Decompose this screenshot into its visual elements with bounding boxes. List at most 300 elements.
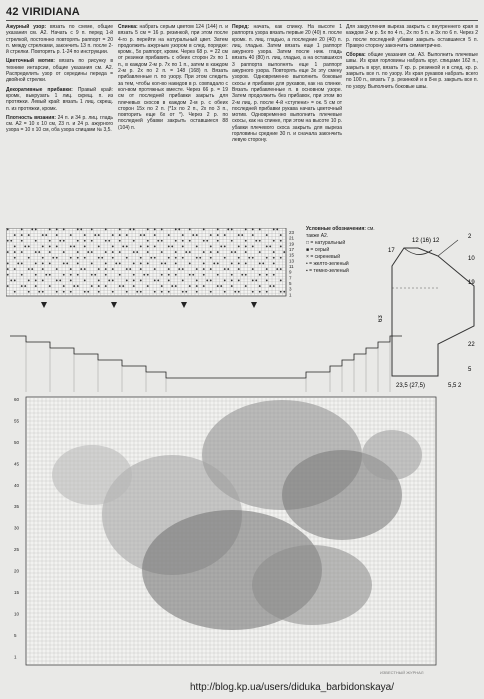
yarn-over-mark	[14, 280, 16, 282]
yarn-over-mark	[147, 240, 149, 242]
yarn-over-mark	[196, 257, 198, 259]
yarn-over-mark	[140, 280, 142, 282]
yarn-over-mark	[262, 263, 264, 265]
front-title: Перед:	[232, 24, 250, 30]
yarn-over-mark	[231, 274, 233, 276]
yarn-over-mark	[196, 280, 198, 282]
yarn-over-mark	[42, 246, 44, 248]
yarn-over-mark	[143, 274, 145, 276]
yarn-over-mark	[24, 285, 26, 287]
yarn-over-mark	[52, 257, 54, 259]
yarn-over-mark	[126, 234, 128, 236]
yarn-over-mark	[77, 240, 79, 242]
yarn-over-mark	[56, 257, 58, 259]
yarn-over-mark	[245, 285, 247, 287]
legend-symbol: •	[306, 261, 308, 267]
yarn-over-mark	[133, 263, 135, 265]
row-number: 40	[14, 482, 20, 488]
row-number: 55	[14, 418, 20, 424]
yarn-over-mark	[42, 268, 44, 270]
legend-symbol: ▪	[306, 268, 308, 274]
yarn-over-mark	[199, 257, 201, 259]
yarn-over-mark	[164, 263, 166, 265]
yarn-over-mark	[203, 229, 205, 231]
arrow-marker	[111, 302, 117, 308]
yarn-over-mark	[157, 280, 159, 282]
yarn-over-mark	[210, 246, 212, 248]
yarn-over-mark	[273, 285, 275, 287]
yarn-over-mark	[175, 263, 177, 265]
yarn-over-mark	[154, 234, 156, 236]
yarn-over-mark	[168, 291, 170, 293]
yarn-over-mark	[259, 240, 261, 242]
row-label: 3	[289, 286, 292, 292]
yarn-over-mark	[210, 291, 212, 293]
front-text: начать, как спинку. На высоте 1 раппорта узора вязать первые 20 (40) п. после кромк. п. лиц. гладью, а последние 20 (40) п. лиц. гладью. Затем вязать еще 1 раппорт ажурного узора. Затем после ниж. гладь вязать 40 (80) п. лиц. гладью, а на оставшихся 3 раппорта выполнять еще 1 раппорт ажурного узора. Повторять еще 3х эту смену узоров. Одновременно выполнить боковые скосы и прибавки для рукавов, как на спинке. Вязать прибавленные п. в основном узоре. Затем продолжить без прибавок, при этом во 2-м лиц. р. после 4-й «ступени» = ок. 5 см от последней прибавки рукава начать цветочный мотив. Одновременно выполнить плечевые скосы, как на спинке, при этом на высоте 10 р. убавки плечевого скоса закрыть для выреза горловины средние 30 п. и сначала закончить левую сторону.	[232, 24, 342, 144]
yarn-over-mark	[115, 263, 117, 265]
yarn-over-mark	[56, 291, 58, 293]
yarn-over-mark	[70, 291, 72, 293]
yarn-over-mark	[196, 234, 198, 236]
yarn-over-mark	[98, 257, 100, 259]
yarn-over-mark	[112, 246, 114, 248]
yarn-over-mark	[231, 280, 233, 282]
text-column-3	[232, 24, 342, 147]
yarn-over-mark	[252, 234, 254, 236]
yarn-over-mark	[77, 229, 79, 231]
yarn-over-mark	[35, 240, 37, 242]
yarn-over-mark	[189, 240, 191, 242]
yarn-over-mark	[56, 234, 58, 236]
front-paragraph	[232, 24, 342, 144]
yarn-over-mark	[147, 229, 149, 231]
yarn-over-mark	[217, 240, 219, 242]
yarn-over-mark	[175, 229, 177, 231]
flower-shape	[52, 445, 132, 505]
yarn-over-mark	[175, 274, 177, 276]
yarn-over-mark	[49, 246, 51, 248]
yarn-over-mark	[91, 263, 93, 265]
yarn-over-mark	[150, 257, 152, 259]
yarn-over-mark	[94, 234, 96, 236]
yarn-over-mark	[108, 240, 110, 242]
yarn-over-mark	[140, 257, 142, 259]
yarn-over-mark	[63, 263, 65, 265]
row-number: 5	[14, 632, 17, 638]
yarn-over-mark	[196, 268, 198, 270]
yarn-over-mark	[63, 229, 65, 231]
assembly-paragraph	[346, 52, 478, 90]
schematic-right-2: 10	[468, 256, 475, 262]
yarn-over-mark	[35, 251, 37, 253]
yarn-over-mark	[56, 229, 58, 231]
row-number: 30	[14, 525, 20, 531]
yarn-over-mark	[119, 274, 121, 276]
legend-label: = сиреневый	[310, 254, 341, 260]
yarn-over-mark	[231, 285, 233, 287]
yarn-over-mark	[168, 274, 170, 276]
yarn-over-mark	[269, 246, 271, 248]
yarn-over-mark	[168, 280, 170, 282]
yarn-over-mark	[126, 257, 128, 259]
yarn-over-mark	[31, 229, 33, 231]
yarn-over-mark	[241, 234, 243, 236]
legend-label: = темно-зеленый	[309, 268, 349, 274]
openwork-pattern-paragraph	[6, 24, 113, 55]
yarn-over-mark	[80, 268, 82, 270]
yarn-over-mark	[24, 246, 26, 248]
arrow-marker	[251, 302, 257, 308]
yarn-over-mark	[56, 280, 58, 282]
yarn-over-mark	[280, 257, 282, 259]
yarn-over-mark	[119, 263, 121, 265]
yarn-over-mark	[206, 240, 208, 242]
yarn-over-mark	[224, 268, 226, 270]
yarn-over-mark	[140, 234, 142, 236]
yarn-over-mark	[245, 229, 247, 231]
yarn-over-mark	[245, 240, 247, 242]
neckline-text: Для закругления выреза закрыть с внутреннего края в каждом 2-м р. 5х по 4 п., 2х по 5 п. и 3х по 6 п. Через 2 р. после последней убавки закрыть оставшиеся 5 п. Правую сторону закончить симметрично.	[346, 24, 478, 49]
yarn-over-mark	[98, 268, 100, 270]
yarn-over-mark	[252, 280, 254, 282]
yarn-over-mark	[133, 229, 135, 231]
schematic-bottom-right: 5,5 2	[448, 383, 462, 389]
yarn-over-mark	[28, 291, 30, 293]
yarn-over-mark	[196, 291, 198, 293]
yarn-over-mark	[259, 291, 261, 293]
yarn-over-mark	[63, 285, 65, 287]
yarn-over-mark	[42, 280, 44, 282]
yarn-over-mark	[66, 263, 68, 265]
yarn-over-mark	[273, 229, 275, 231]
schematic-top-left: 17	[388, 248, 395, 254]
decorative-increases-paragraph	[6, 87, 113, 112]
legend-title-suffix: см. также А2.	[306, 226, 375, 239]
legend-label: = серый	[310, 247, 330, 253]
yarn-over-mark	[182, 257, 184, 259]
yarn-over-mark	[238, 280, 240, 282]
yarn-over-mark	[192, 274, 194, 276]
yarn-over-mark	[231, 229, 233, 231]
schematic-bottom-width: 23,5 (27,5)	[396, 383, 426, 389]
yarn-over-mark	[140, 268, 142, 270]
yarn-over-mark	[238, 291, 240, 293]
row-label: 23	[289, 230, 295, 235]
yarn-over-mark	[14, 268, 16, 270]
yarn-over-mark	[133, 251, 135, 253]
yarn-over-mark	[283, 251, 285, 253]
yarn-over-mark	[14, 257, 16, 259]
yarn-over-mark	[189, 229, 191, 231]
yarn-over-mark	[217, 274, 219, 276]
legend-title: Условные обозначения:	[306, 226, 366, 232]
yarn-over-mark	[98, 285, 100, 287]
yarn-over-mark	[213, 263, 215, 265]
yarn-over-mark	[217, 234, 219, 236]
yarn-over-mark	[280, 280, 282, 282]
watermark-url: http://blog.kp.ua/users/diduka_barbidonskaya/	[190, 682, 395, 693]
legend-item	[306, 261, 378, 268]
row-number: 15	[14, 589, 20, 595]
yarn-over-mark	[108, 280, 110, 282]
yarn-over-mark	[154, 280, 156, 282]
legend-label: = натуральный	[310, 240, 346, 246]
gauge-paragraph	[6, 115, 113, 134]
yarn-over-mark	[56, 268, 58, 270]
flower-motif-title: Цветочный мотив:	[6, 58, 55, 65]
yarn-over-mark	[259, 274, 261, 276]
legend-item	[306, 268, 378, 275]
yarn-over-mark	[17, 263, 19, 265]
yarn-over-mark	[161, 263, 163, 265]
yarn-over-mark	[185, 291, 187, 293]
yarn-over-mark	[182, 291, 184, 293]
yarn-over-mark	[266, 246, 268, 248]
yarn-over-mark	[70, 274, 72, 276]
yarn-over-mark	[168, 257, 170, 259]
yarn-over-mark	[203, 240, 205, 242]
neckline-paragraph	[346, 24, 478, 49]
yarn-over-mark	[14, 246, 16, 248]
yarn-over-mark	[154, 229, 156, 231]
yarn-over-mark	[35, 285, 37, 287]
yarn-over-mark	[147, 263, 149, 265]
yarn-over-mark	[217, 285, 219, 287]
yarn-over-mark	[238, 234, 240, 236]
yarn-over-mark	[70, 280, 72, 282]
yarn-over-mark	[112, 251, 114, 253]
yarn-over-mark	[28, 246, 30, 248]
yarn-over-mark	[189, 263, 191, 265]
flower-shape	[362, 430, 422, 480]
yarn-over-mark	[161, 291, 163, 293]
yarn-over-mark	[133, 274, 135, 276]
yarn-over-mark	[147, 251, 149, 253]
row-number: 20	[14, 568, 20, 574]
legend-heading	[306, 226, 378, 240]
yarn-over-mark	[273, 263, 275, 265]
row-label: 11	[289, 264, 294, 269]
yarn-over-mark	[196, 285, 198, 287]
yarn-over-mark	[38, 291, 40, 293]
yarn-over-mark	[21, 240, 23, 242]
yarn-over-mark	[269, 285, 271, 287]
yarn-over-mark	[154, 257, 156, 259]
yarn-over-mark	[112, 291, 114, 293]
yarn-over-mark	[175, 251, 177, 253]
yarn-over-mark	[147, 246, 149, 248]
yarn-over-mark	[42, 263, 44, 265]
yarn-over-mark	[224, 234, 226, 236]
yarn-over-mark	[280, 246, 282, 248]
yarn-over-mark	[273, 257, 275, 259]
yarn-over-mark	[91, 229, 93, 231]
yarn-over-mark	[112, 280, 114, 282]
decorative-increases-title: Декоративные прибавки:	[6, 86, 73, 93]
back-text: набрать серым цветом 124 (144) п. и вязать 5 см = 16 р. резинкой, при этом после 4-го р. перейти на натуральный цвет. Затем продолжить ажурным узором в след. порядке: кромк., 5х раппорт, кромк. Через 68 р. = 22 см от резинки прибавить с обеих сторон 2х по 1 п., в каждом 2-м р. 7х по 1 п., затем в каждом 2-м р. 2х по 2 п. = 148 (168) п. Вязать прибавленные п. по узору. При этом следить за тем, чтобы кол-во накидов в р. совпадало с кол-вом протяжных вместе. Через 66 р. = 19 см от последней прибавки закрыть для плечевых скосов в каждом 2-м р. с обеих сторон 15х по 2 п. (*1х по 2 п., 2х по 3 п., повторить еще 6х от *). Через 2 р. по последней убавки закрыть оставшиеся 88 (104) п.	[118, 24, 228, 131]
header-divider	[6, 20, 478, 21]
row-number: 25	[14, 547, 20, 553]
yarn-over-mark	[220, 285, 222, 287]
legend-symbol: □	[306, 240, 310, 246]
yarn-over-mark	[98, 246, 100, 248]
yarn-over-mark	[84, 234, 86, 236]
yarn-over-mark	[7, 285, 9, 287]
legend-label: = желто-зеленый	[309, 261, 349, 267]
yarn-over-mark	[7, 229, 9, 231]
yarn-over-mark	[189, 274, 191, 276]
yarn-over-mark	[70, 234, 72, 236]
row-label: 21	[289, 235, 295, 241]
yarn-over-mark	[210, 234, 212, 236]
yarn-over-mark	[266, 280, 268, 282]
yarn-over-mark	[276, 229, 278, 231]
yarn-over-mark	[283, 291, 285, 293]
yarn-over-mark	[161, 251, 163, 253]
yarn-over-mark	[203, 285, 205, 287]
row-label: 19	[289, 241, 295, 247]
yarn-over-mark	[178, 268, 180, 270]
yarn-over-mark	[231, 240, 233, 242]
gauge-text: 24 п. и 34 р. лиц. гладь см. А2 = 10 х 10 см, 23 п. и 24 р. ажурного узора = 10 х 10 см, оба узора спицами № 3,5.	[6, 114, 113, 134]
yarn-over-mark	[105, 263, 107, 265]
text-column-4	[346, 24, 478, 93]
yarn-over-mark	[126, 291, 128, 293]
yarn-over-mark	[42, 234, 44, 236]
yarn-over-mark	[231, 263, 233, 265]
back-title: Спинка:	[118, 24, 138, 30]
row-number: 60	[14, 397, 20, 402]
yarn-over-mark	[217, 229, 219, 231]
yarn-over-mark	[63, 251, 65, 253]
yarn-over-mark	[77, 251, 79, 253]
openwork-pattern-chart	[6, 228, 300, 309]
yarn-over-mark	[147, 274, 149, 276]
yarn-over-mark	[10, 240, 12, 242]
yarn-over-mark	[73, 285, 75, 287]
yarn-over-mark	[280, 234, 282, 236]
yarn-over-mark	[105, 268, 107, 270]
yarn-over-mark	[259, 229, 261, 231]
assembly-text: общие указания см. А3. Выполнить плечевые швы. Из края горловины набрать круг. спицами 162 п., закрыть в круг, вязать 7 кр. р. резинкой и в след. кр. р. закрыть все п. по узору. Из края рукавов набрать всего по 100 п., вязать 7 р. резинкой и в 8-м р. закрыть все п. по узору. Выполнить боковые швы.	[346, 52, 478, 90]
yarn-over-mark	[217, 263, 219, 265]
yarn-over-mark	[28, 234, 30, 236]
yarn-over-mark	[154, 268, 156, 270]
yarn-over-mark	[63, 274, 65, 276]
yarn-over-mark	[147, 285, 149, 287]
yarn-over-mark	[122, 246, 124, 248]
back-paragraph	[118, 24, 228, 131]
yarn-over-mark	[28, 280, 30, 282]
assembly-title: Сборка:	[346, 52, 366, 59]
yarn-over-mark	[77, 263, 79, 265]
yarn-over-mark	[185, 251, 187, 253]
yarn-over-mark	[35, 229, 37, 231]
yarn-over-mark	[273, 274, 275, 276]
yarn-over-mark	[84, 291, 86, 293]
page-header-title	[6, 6, 80, 18]
yarn-over-mark	[56, 246, 58, 248]
arrow-marker	[41, 302, 47, 308]
yarn-over-mark	[154, 291, 156, 293]
schematic-right-1: 2	[468, 234, 472, 240]
flower-motif-paragraph	[6, 58, 113, 83]
yarn-over-mark	[84, 257, 86, 259]
yarn-over-mark	[7, 240, 9, 242]
openwork-pattern-title: Ажурный узор:	[6, 24, 47, 30]
yarn-over-mark	[105, 229, 107, 231]
yarn-over-mark	[276, 268, 278, 270]
yarn-over-mark	[129, 229, 131, 231]
yarn-over-mark	[119, 240, 121, 242]
yarn-over-mark	[112, 268, 114, 270]
yarn-over-mark	[224, 257, 226, 259]
yarn-over-mark	[49, 240, 51, 242]
flower-shape	[252, 545, 372, 625]
yarn-over-mark	[49, 229, 51, 231]
yarn-over-mark	[101, 257, 103, 259]
yarn-over-mark	[14, 291, 16, 293]
yarn-over-mark	[105, 240, 107, 242]
yarn-over-mark	[182, 268, 184, 270]
yarn-over-mark	[38, 251, 40, 253]
yarn-over-mark	[245, 251, 247, 253]
yarn-over-mark	[133, 285, 135, 287]
yarn-over-mark	[259, 263, 261, 265]
row-label: 13	[289, 258, 295, 264]
yarn-over-mark	[210, 251, 212, 253]
yarn-over-mark	[105, 285, 107, 287]
yarn-over-mark	[210, 257, 212, 259]
yarn-over-mark	[266, 291, 268, 293]
text-column-1	[6, 24, 113, 137]
yarn-over-mark	[161, 285, 163, 287]
yarn-over-mark	[171, 246, 173, 248]
yarn-over-mark	[273, 240, 275, 242]
yarn-over-mark	[161, 240, 163, 242]
yarn-over-mark	[84, 268, 86, 270]
yarn-over-mark	[175, 257, 177, 259]
yarn-over-mark	[252, 268, 254, 270]
yarn-over-mark	[73, 246, 75, 248]
yarn-over-mark	[234, 251, 236, 253]
yarn-over-mark	[255, 240, 257, 242]
yarn-over-mark	[196, 246, 198, 248]
yarn-over-mark	[70, 268, 72, 270]
row-number: 1	[14, 654, 17, 660]
yarn-over-mark	[77, 257, 79, 259]
legend-item	[306, 240, 378, 247]
yarn-over-mark	[161, 274, 163, 276]
yarn-over-mark	[206, 280, 208, 282]
yarn-over-mark	[238, 257, 240, 259]
yarn-over-mark	[266, 274, 268, 276]
yarn-over-mark	[161, 229, 163, 231]
yarn-over-mark	[224, 280, 226, 282]
yarn-over-mark	[175, 240, 177, 242]
yarn-over-mark	[14, 251, 16, 253]
yarn-over-mark	[91, 285, 93, 287]
yarn-over-mark	[21, 234, 23, 236]
yarn-over-mark	[126, 280, 128, 282]
yarn-over-mark	[31, 268, 33, 270]
schematic-right-4: 22	[468, 342, 475, 348]
yarn-over-mark	[133, 240, 135, 242]
yarn-over-mark	[7, 268, 9, 270]
legend-symbol: ■	[306, 247, 310, 253]
yarn-over-mark	[98, 280, 100, 282]
yarn-over-mark	[252, 257, 254, 259]
